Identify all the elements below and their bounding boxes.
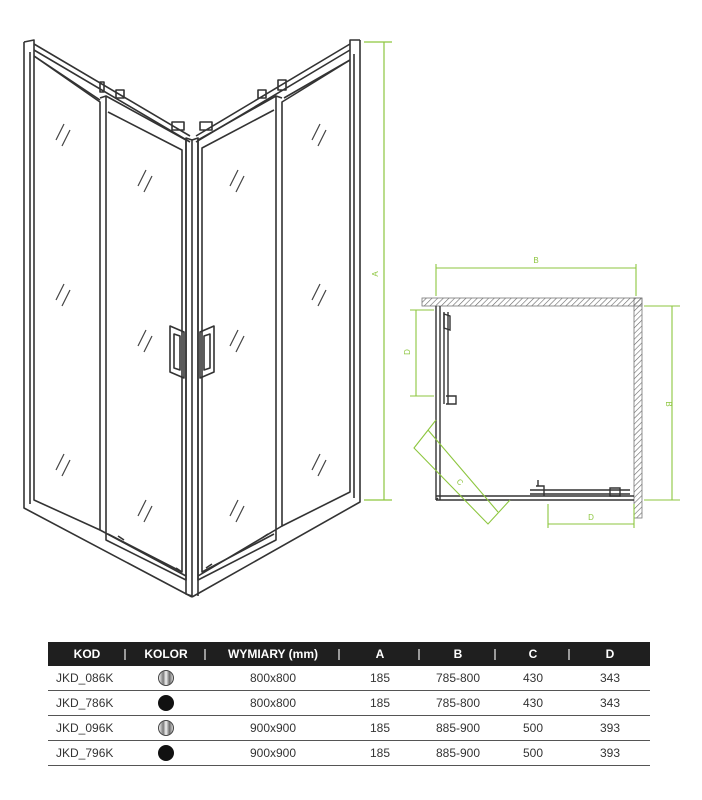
header-b: B: [420, 642, 496, 666]
corner-post: [186, 138, 198, 596]
table-row: [48, 691, 650, 716]
cell-a: 185: [340, 691, 420, 716]
cell-size: 900x900: [206, 716, 340, 741]
header-dimensions: WYMIARY (mm): [206, 642, 340, 666]
cell-code: JKD_086K: [48, 666, 126, 691]
chrome-color-icon: [158, 670, 174, 686]
header-c: C: [496, 642, 570, 666]
cell-size: 900x900: [206, 741, 340, 766]
plan-view: [422, 298, 642, 518]
black-color-icon: [158, 745, 174, 761]
left-top-rail: [34, 44, 190, 142]
header-color: KOLOR: [126, 642, 206, 666]
left-fixed-panel: [24, 40, 192, 597]
header-code: KOD: [48, 642, 126, 666]
table-row: [48, 666, 650, 691]
label-b-top: B: [533, 256, 539, 265]
label-b-side: B: [664, 401, 673, 407]
cell-c: 500: [496, 741, 570, 766]
cell-color: [126, 741, 206, 766]
header-a: A: [340, 642, 420, 666]
cell-d: 393: [570, 741, 650, 766]
cell-c: 430: [496, 666, 570, 691]
bottom-side-frame: [436, 496, 634, 500]
top-wall: [422, 298, 642, 306]
cell-d: 343: [570, 666, 650, 691]
cell-b: 785-800: [420, 691, 496, 716]
label-c: C: [454, 477, 465, 488]
cell-c: 500: [496, 716, 570, 741]
cell-d: 343: [570, 691, 650, 716]
specification-table: [48, 642, 650, 766]
cell-code: JKD_786K: [48, 691, 126, 716]
cell-b: 885-900: [420, 741, 496, 766]
cell-color: [126, 691, 206, 716]
header-d: D: [570, 642, 650, 666]
cell-size: 800x800: [206, 666, 340, 691]
label-d-bottom: D: [588, 513, 594, 522]
cell-d: 393: [570, 716, 650, 741]
cell-code: JKD_096K: [48, 716, 126, 741]
cell-b: 885-900: [420, 716, 496, 741]
cell-a: 185: [340, 666, 420, 691]
left-sliding-door: [100, 96, 186, 580]
label-d-left: D: [403, 349, 412, 355]
cell-c: 430: [496, 691, 570, 716]
cell-a: 185: [340, 716, 420, 741]
table-row: [48, 716, 650, 741]
cell-size: 800x800: [206, 691, 340, 716]
chrome-color-icon: [158, 720, 174, 736]
perspective-view: [24, 40, 360, 597]
table-header-row: [48, 642, 650, 666]
glass-reflection-icon: [56, 124, 326, 522]
right-wall: [634, 298, 642, 518]
cell-a: 185: [340, 741, 420, 766]
cell-color: [126, 716, 206, 741]
black-color-icon: [158, 695, 174, 711]
dimension-a: [364, 42, 392, 500]
label-a: A: [371, 271, 380, 277]
cell-b: 785-800: [420, 666, 496, 691]
cell-code: JKD_796K: [48, 741, 126, 766]
cell-color: [126, 666, 206, 691]
table-row: [48, 741, 650, 766]
right-top-rail: [196, 44, 350, 142]
